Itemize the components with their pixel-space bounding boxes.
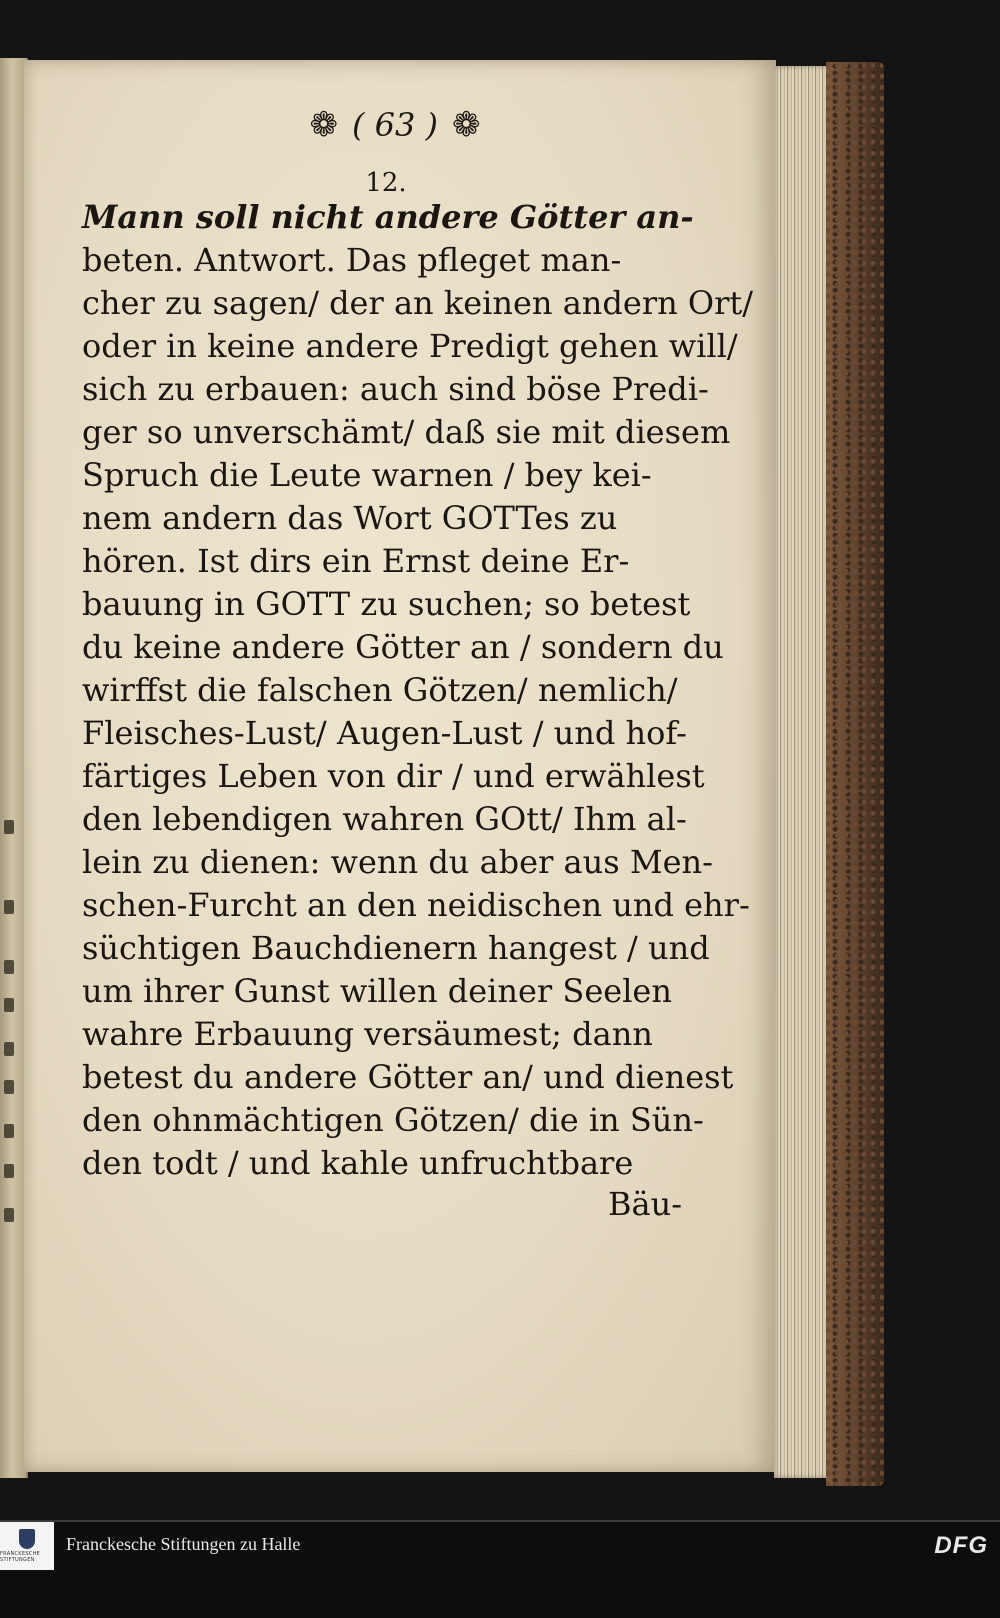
text-line: bauung in GOTT zu suchen; so betest (82, 585, 691, 623)
text-line: oder in keine andere Predigt gehen will/ (82, 327, 738, 365)
text-line: hören. Ist dirs ein Ernst deine Er- (82, 542, 630, 580)
text-line: süchtigen Bauchdienern hangest / und (82, 929, 710, 967)
text-line: den todt / und kahle unfruchtbare (82, 1144, 634, 1182)
book-cover-edge (826, 62, 884, 1486)
text-line: beten. Antwort. Das pfleget man- (82, 241, 622, 279)
page-number: ( 63 ) (351, 106, 439, 144)
text-line: wirffst die falschen Götzen/ nemlich/ (82, 671, 678, 709)
text-line: Fleisches-Lust/ Augen-Lust / und hof- (82, 714, 687, 752)
text-line: den lebendigen wahren GOtt/ Ihm al- (82, 800, 687, 838)
section-number: 12. (365, 168, 407, 198)
text-line: cher zu sagen/ der an keinen andern Ort/ (82, 284, 754, 322)
text-line: schen-Furcht an den neidischen und ehr- (82, 886, 750, 924)
text-line: um ihrer Gunst willen deiner Seelen (82, 972, 672, 1010)
logo-text: FRANCKESCHE STIFTUNGEN (0, 1551, 41, 1563)
text-line: sich zu erbauen: auch sind böse Predi- (82, 370, 709, 408)
text-line: den ohnmächtigen Götzen/ die in Sün- (82, 1101, 704, 1139)
left-page-show-through (0, 58, 26, 1478)
catchword: Bäu- (607, 1185, 682, 1223)
text-line: ger so unverschämt/ daß sie mit diesem (82, 413, 731, 451)
text-line: du keine andere Götter an / sondern du (82, 628, 724, 666)
text-line: färtiges Leben von dir / und erwählest (82, 757, 705, 795)
text-line: Spruch die Leute warnen / bey kei- (82, 456, 652, 494)
text-line: lein zu dienen: wenn du aber aus Men- (82, 843, 713, 881)
page-edges (774, 66, 830, 1478)
dfg-logo[interactable]: DFG (934, 1532, 988, 1559)
text-line: betest du andere Götter an/ und dienest (82, 1058, 734, 1096)
institution-logo[interactable] (0, 1522, 54, 1570)
flower-ornament-icon: ❁ (309, 105, 338, 145)
page-header (290, 100, 500, 150)
body-text (82, 196, 754, 1185)
text-line: wahre Erbauung versäumest; dann (82, 1015, 653, 1053)
institution-name[interactable]: Franckesche Stiftungen zu Halle (66, 1534, 301, 1554)
viewer-footer (0, 1520, 1000, 1618)
emblem-icon (19, 1529, 35, 1549)
text-line: nem andern das Wort GOTTes zu (82, 499, 618, 537)
text-line: Mann soll nicht andere Götter an- (82, 198, 694, 236)
flower-ornament-icon: ❁ (452, 105, 481, 145)
